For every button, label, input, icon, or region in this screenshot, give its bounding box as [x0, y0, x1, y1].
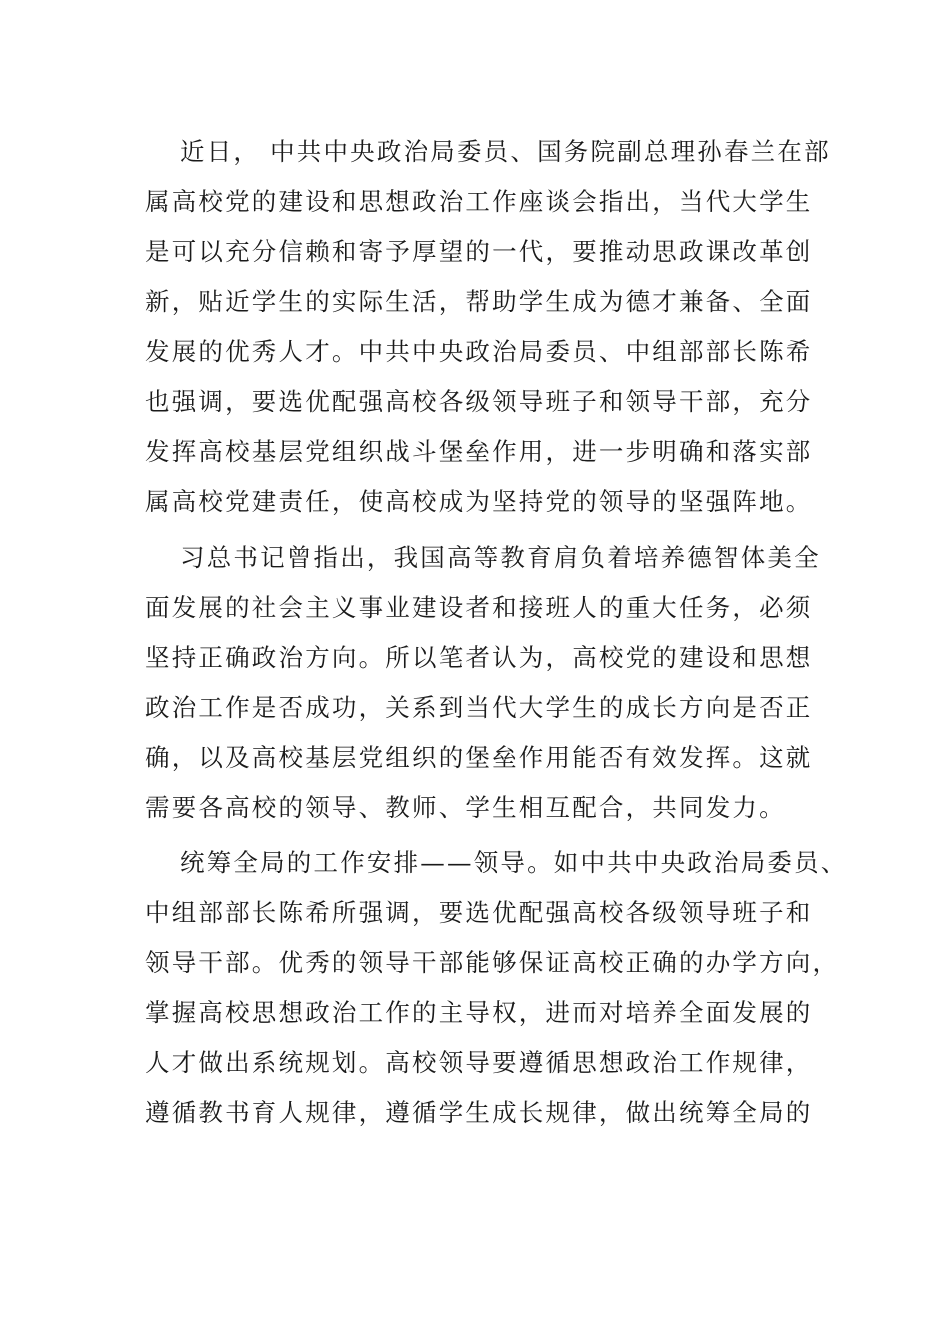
paragraph-line: 习总书记曾指出，我国高等教育肩负着培养德智体美全 — [180, 543, 821, 572]
paragraph-line: 政治工作是否成功，关系到当代大学生的成长方向是否正 — [145, 693, 813, 722]
paragraph-line: 坚持正确政治方向。所以笔者认为，高校党的建设和思想 — [145, 643, 813, 672]
paragraph-line: 需要各高校的领导、教师、学生相互配合，共同发力。 — [145, 793, 786, 822]
paragraph-line: 面发展的社会主义事业建设者和接班人的重大任务，必须 — [145, 593, 813, 622]
paragraph-line: 是可以充分信赖和寄予厚望的一代，要推动思政课改革创 — [145, 237, 813, 266]
paragraph-line: 也强调，要选优配强高校各级领导班子和领导干部，充分 — [145, 387, 813, 416]
paragraph-line: 中组部部长陈希所强调，要选优配强高校各级领导班子和 — [145, 898, 813, 927]
paragraph-line: 属高校党的建设和思想政治工作座谈会指出，当代大学生 — [145, 187, 813, 216]
paragraph-line: 属高校党建责任，使高校成为坚持党的领导的坚强阵地。 — [145, 487, 813, 516]
paragraph-line: 领导干部。优秀的领导干部能够保证高校正确的办学方向， — [145, 948, 840, 977]
paragraph-line: 掌握高校思想政治工作的主导权，进而对培养全面发展的 — [145, 998, 813, 1027]
paragraph-line: 新，贴近学生的实际生活，帮助学生成为德才兼备、全面 — [145, 287, 813, 316]
paragraph-line: 人才做出系统规划。高校领导要遵循思想政治工作规律， — [145, 1048, 813, 1077]
paragraph-line: 发挥高校基层党组织战斗堡垒作用，进一步明确和落实部 — [145, 437, 813, 466]
paragraph-line: 确，以及高校基层党组织的堡垒作用能否有效发挥。这就 — [145, 743, 813, 772]
paragraph-line: 近日， 中共中央政治局委员、国务院副总理孙春兰在部 — [180, 137, 831, 166]
paragraph-line: 统筹全局的工作安排——领导。如中共中央政治局委员、 — [180, 848, 848, 877]
paragraph-line: 发展的优秀人才。中共中央政治局委员、中组部部长陈希 — [145, 337, 813, 366]
paragraph-line: 遵循教书育人规律，遵循学生成长规律，做出统筹全局的 — [145, 1098, 813, 1127]
